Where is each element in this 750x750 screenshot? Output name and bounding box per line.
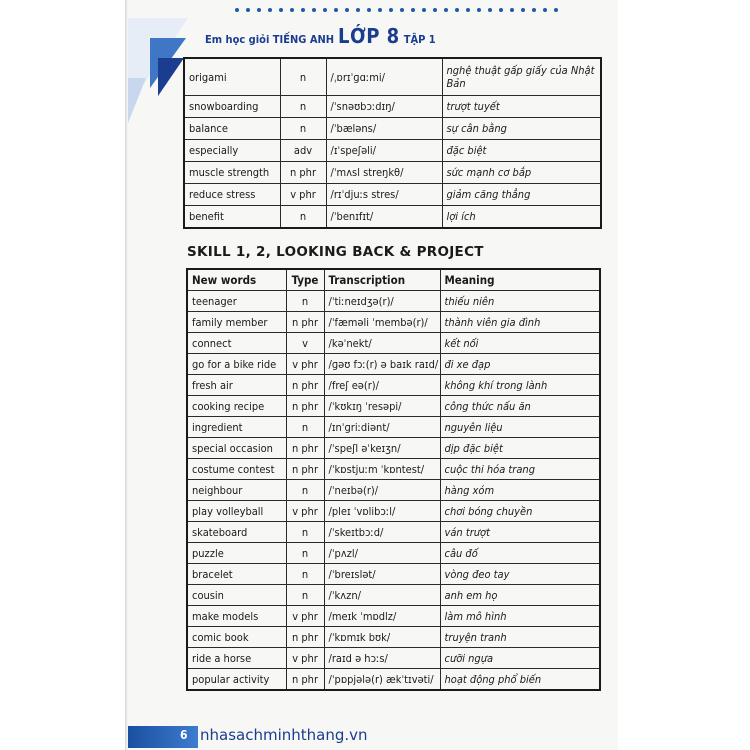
transcription-cell: /ˈkʌzn/ xyxy=(324,585,440,606)
type-cell: v phr xyxy=(280,184,326,206)
word-cell: costume contest xyxy=(187,459,286,480)
table-row xyxy=(187,375,600,396)
publisher-site: nhasachminhthang.vn xyxy=(200,726,368,744)
word-cell: cooking recipe xyxy=(187,396,286,417)
transcription-cell: /ˈskeɪtbɔːd/ xyxy=(324,522,440,543)
column-header-type: Type xyxy=(286,269,324,291)
transcription-cell: /ˈpʌzl/ xyxy=(324,543,440,564)
word-cell: make models xyxy=(187,606,286,627)
word-cell: comic book xyxy=(187,627,286,648)
meaning-cell: giảm căng thẳng xyxy=(442,184,601,206)
transcription-cell: /ˈbreɪslət/ xyxy=(324,564,440,585)
transcription-cell: /freʃ eə(r)/ xyxy=(324,375,440,396)
type-cell: v xyxy=(286,333,324,354)
table-row xyxy=(187,438,600,459)
type-cell: n xyxy=(280,96,326,118)
book-title-grade: LỚP 8 xyxy=(338,24,400,48)
meaning-cell: nghệ thuật gấp giấy của Nhật Bản xyxy=(442,58,601,96)
table-row xyxy=(187,459,600,480)
type-cell: v phr xyxy=(286,648,324,669)
book-title-volume: TẬP 1 xyxy=(403,33,436,46)
table-row xyxy=(184,118,601,140)
transcription-cell: /ˈpɒpjələ(r) ækˈtɪvəti/ xyxy=(324,669,440,691)
table-row xyxy=(187,522,600,543)
table-row xyxy=(187,585,600,606)
transcription-cell: /ɡəʊ fɔː(r) ə baɪk raɪd/ xyxy=(324,354,440,375)
table-row xyxy=(184,140,601,162)
transcription-cell: /ˈkɒmɪk bʊk/ xyxy=(324,627,440,648)
page-number: 6 xyxy=(180,728,188,742)
type-cell: n xyxy=(286,564,324,585)
table-row xyxy=(184,96,601,118)
meaning-cell: thành viên gia đình xyxy=(440,312,600,333)
type-cell: n phr xyxy=(286,396,324,417)
meaning-cell: sức mạnh cơ bắp xyxy=(442,162,601,184)
transcription-cell: /rɪˈdjuːs stres/ xyxy=(326,184,442,206)
type-cell: n phr xyxy=(286,438,324,459)
table-row xyxy=(187,312,600,333)
meaning-cell: làm mô hình xyxy=(440,606,600,627)
table-row xyxy=(187,543,600,564)
word-cell: puzzle xyxy=(187,543,286,564)
type-cell: n xyxy=(286,417,324,438)
word-cell: popular activity xyxy=(187,669,286,691)
transcription-cell: /raɪd ə hɔːs/ xyxy=(324,648,440,669)
meaning-cell: chơi bóng chuyền xyxy=(440,501,600,522)
section-heading: SKILL 1, 2, LOOKING BACK & PROJECT xyxy=(187,244,484,260)
vocabulary-table-top xyxy=(183,57,602,229)
table-row xyxy=(187,648,600,669)
book-title-small: Em học giỏi TIẾNG ANH xyxy=(205,33,335,46)
transcription-cell: /ˈneɪbə(r)/ xyxy=(324,480,440,501)
word-cell: skateboard xyxy=(187,522,286,543)
table-row xyxy=(187,396,600,417)
meaning-cell: ván trượt xyxy=(440,522,600,543)
table-row xyxy=(187,669,600,691)
transcription-cell: /meɪk ˈmɒdlz/ xyxy=(324,606,440,627)
meaning-cell: hoạt động phổ biến xyxy=(440,669,600,691)
table-row xyxy=(184,162,601,184)
word-cell: special occasion xyxy=(187,438,286,459)
transcription-cell: /ˈspeʃl əˈkeɪʒn/ xyxy=(324,438,440,459)
table-row xyxy=(184,184,601,206)
meaning-cell: công thức nấu ăn xyxy=(440,396,600,417)
word-cell: muscle strength xyxy=(184,162,280,184)
type-cell: n xyxy=(280,58,326,96)
transcription-cell: /ˈtiːneɪdʒə(r)/ xyxy=(324,291,440,312)
transcription-cell: /ˌɒrɪˈɡɑːmi/ xyxy=(326,58,442,96)
transcription-cell: /ˈbenɪfɪt/ xyxy=(326,206,442,229)
type-cell: n xyxy=(286,480,324,501)
type-cell: n xyxy=(286,543,324,564)
transcription-cell: /ˈmʌsl streŋkθ/ xyxy=(326,162,442,184)
word-cell: play volleyball xyxy=(187,501,286,522)
table-row xyxy=(187,354,600,375)
transcription-cell: /ˈsnəʊbɔːdɪŋ/ xyxy=(326,96,442,118)
meaning-cell: đi xe đạp xyxy=(440,354,600,375)
meaning-cell: kết nối xyxy=(440,333,600,354)
meaning-cell: anh em họ xyxy=(440,585,600,606)
word-cell: go for a bike ride xyxy=(187,354,286,375)
transcription-cell: /pleɪ ˈvɒlibɔːl/ xyxy=(324,501,440,522)
meaning-cell: đặc biệt xyxy=(442,140,601,162)
type-cell: n xyxy=(286,585,324,606)
word-cell: neighbour xyxy=(187,480,286,501)
vocabulary-table-main xyxy=(186,268,601,691)
word-cell: connect xyxy=(187,333,286,354)
type-cell: v phr xyxy=(286,606,324,627)
meaning-cell: dịp đặc biệt xyxy=(440,438,600,459)
meaning-cell: trượt tuyết xyxy=(442,96,601,118)
transcription-cell: /ɪnˈɡriːdiənt/ xyxy=(324,417,440,438)
column-header-meaning: Meaning xyxy=(440,269,600,291)
word-cell: ride a horse xyxy=(187,648,286,669)
transcription-cell: /ˈbæləns/ xyxy=(326,118,442,140)
meaning-cell: cuộc thi hóa trang xyxy=(440,459,600,480)
header-dots xyxy=(235,8,558,16)
table-row xyxy=(187,501,600,522)
column-header-transcription: Transcription xyxy=(324,269,440,291)
type-cell: n phr xyxy=(286,669,324,691)
type-cell: n phr xyxy=(286,627,324,648)
meaning-cell: không khí trong lành xyxy=(440,375,600,396)
word-cell: origami xyxy=(184,58,280,96)
meaning-cell: vòng đeo tay xyxy=(440,564,600,585)
type-cell: n xyxy=(286,291,324,312)
table-row xyxy=(187,291,600,312)
type-cell: n phr xyxy=(286,459,324,480)
word-cell: teenager xyxy=(187,291,286,312)
table-row xyxy=(187,417,600,438)
table-row xyxy=(184,58,601,96)
word-cell: fresh air xyxy=(187,375,286,396)
word-cell: benefit xyxy=(184,206,280,229)
type-cell: n phr xyxy=(280,162,326,184)
transcription-cell: /ˈkɒstjuːm ˈkɒntest/ xyxy=(324,459,440,480)
meaning-cell: thiếu niên xyxy=(440,291,600,312)
type-cell: n phr xyxy=(286,375,324,396)
meaning-cell: cưỡi ngựa xyxy=(440,648,600,669)
type-cell: v phr xyxy=(286,354,324,375)
type-cell: adv xyxy=(280,140,326,162)
table-row xyxy=(187,564,600,585)
word-cell: reduce stress xyxy=(184,184,280,206)
word-cell: cousin xyxy=(187,585,286,606)
type-cell: n phr xyxy=(286,312,324,333)
meaning-cell: sự cân bằng xyxy=(442,118,601,140)
table-row xyxy=(187,480,600,501)
word-cell: bracelet xyxy=(187,564,286,585)
table-header-row xyxy=(187,269,600,291)
transcription-cell: /ɪˈspeʃəli/ xyxy=(326,140,442,162)
word-cell: snowboarding xyxy=(184,96,280,118)
table-row xyxy=(187,333,600,354)
meaning-cell: hàng xóm xyxy=(440,480,600,501)
type-cell: v phr xyxy=(286,501,324,522)
meaning-cell: lợi ích xyxy=(442,206,601,229)
column-header-new-words: New words xyxy=(187,269,286,291)
book-title xyxy=(205,24,436,48)
vocabulary-rows xyxy=(187,291,600,691)
meaning-cell: câu đố xyxy=(440,543,600,564)
table-row xyxy=(187,606,600,627)
word-cell: balance xyxy=(184,118,280,140)
word-cell: family member xyxy=(187,312,286,333)
meaning-cell: nguyên liệu xyxy=(440,417,600,438)
word-cell: especially xyxy=(184,140,280,162)
transcription-cell: /kəˈnekt/ xyxy=(324,333,440,354)
table-row xyxy=(187,627,600,648)
type-cell: n xyxy=(280,118,326,140)
transcription-cell: /ˈkʊkɪŋ ˈresəpi/ xyxy=(324,396,440,417)
table-row xyxy=(184,206,601,229)
transcription-cell: /ˈfæməli ˈmembə(r)/ xyxy=(324,312,440,333)
word-cell: ingredient xyxy=(187,417,286,438)
meaning-cell: truyện tranh xyxy=(440,627,600,648)
type-cell: n xyxy=(286,522,324,543)
type-cell: n xyxy=(280,206,326,229)
